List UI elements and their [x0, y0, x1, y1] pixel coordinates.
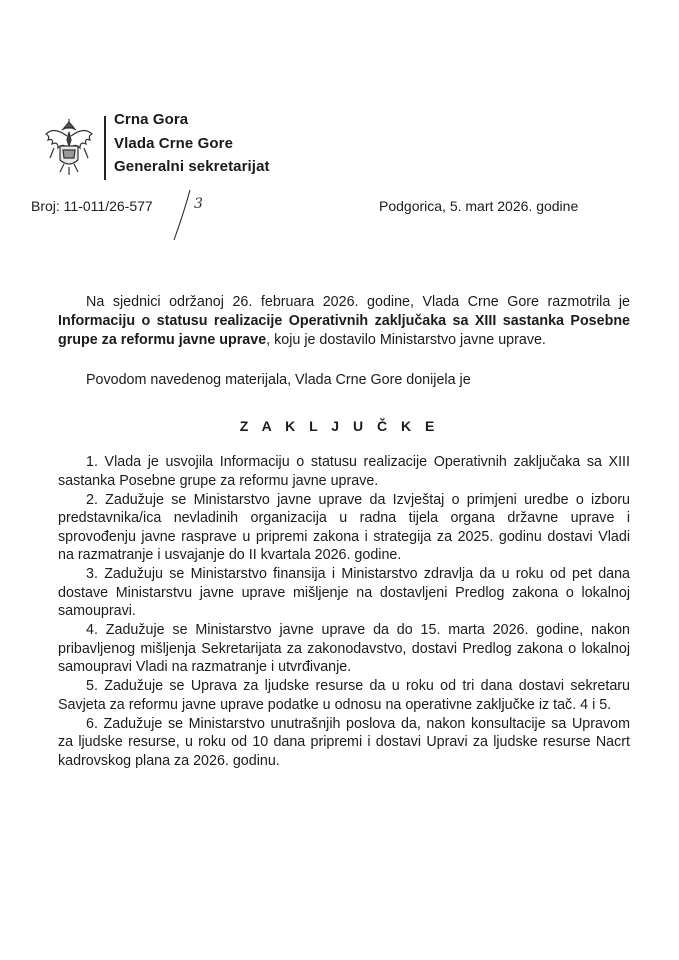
- conclusion-item-4: 4. Zadužuje se Ministarstvo javne uprave da do 15. marta 2026. godine, nakon pribavljenog mišljenja Sekretarijata za zakonodavstvo, dostavi Predlog zakona o lokalnoj samoupravi Vladi na razmatranje i utvrđivanje.: [58, 622, 630, 675]
- org-line-state: Crna Gora: [114, 111, 189, 128]
- conclusion-item-5: 5. Zadužuje se Uprava za ljudske resurse da u roku od tri dana dostavi sekretaru Savjeta za reformu javne uprave podatke u odnosu na operativne zaključke iz tač. 4 i 5.: [58, 678, 630, 713]
- intro-subject-bold: Informaciju o statusu realizacije Operativnih zaključaka sa XIII sastanka Posebne grupe za reformu javne uprave: [58, 313, 630, 348]
- intro-text-start: Na sjednici održanoj 26. februara 2026. godine, Vlada Crne Gore razmotrila je: [86, 294, 630, 310]
- header-divider: [104, 116, 106, 180]
- place-and-date: Podgorica, 5. mart 2026. godine: [379, 198, 579, 214]
- povodom-line: Povodom navedenog materijala, Vlada Crne Gore donijela je: [86, 372, 471, 388]
- conclusion-item-2: 2. Zadužuje se Ministarstvo javne uprave da Izvještaj o primjeni uredbe o izboru predstavnika/ica nevladinih organizacija u radna tijela organa državne uprave i sprovođenju javne rasprave u pripremi zakona i strategija za 2025. godinu dostavi Vladi na razmatranje i usvajanje do II kvartala 2026. godine.: [58, 491, 630, 563]
- conclusion-item-3: 3. Zadužuju se Ministarstvo finansija i Ministarstvo zdravlja da u roku od pet dana dostave Ministarstvu javne uprave mišljenje na dostavljeni Predlog zakona o lokalnoj samoupravi.: [58, 566, 630, 619]
- handwritten-slash: [160, 186, 200, 244]
- intro-paragraph: [58, 293, 630, 350]
- conclusions-heading: Z A K L J U Č K E: [239, 418, 440, 434]
- reference-number: Broj: 11-011/26-577: [31, 198, 153, 214]
- intro-text-end: , koju je dostavilo Ministarstvo javne uprave.: [266, 332, 546, 348]
- conclusions-list: [58, 453, 630, 770]
- coat-of-arms-icon: [40, 118, 98, 178]
- org-line-government: Vlada Crne Gore: [114, 135, 234, 152]
- conclusion-item-6: 6. Zadužuje se Ministarstvo unutrašnjih poslova da, nakon konsultacije sa Upravom za ljudske resurse, u roku od 10 dana pripremi i dostavi Upravi za ljudske resurse Nacrt kadrovskog plana za 2026. godinu.: [58, 715, 630, 769]
- conclusion-item-1: 1. Vlada je usvojila Informaciju o statusu realizacije Operativnih zaključaka sa XIII sastanka Posebne grupe za reformu javne uprave.: [58, 454, 630, 489]
- reference-number-suffix: 3: [194, 196, 203, 212]
- org-line-secretariat: Generalni sekretarijat: [114, 158, 270, 175]
